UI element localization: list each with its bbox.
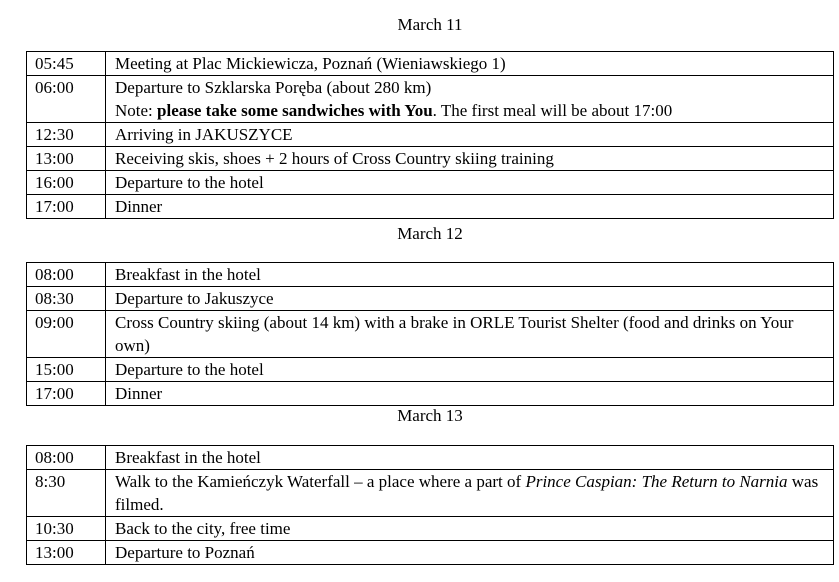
day-section-march-12 xyxy=(26,224,834,406)
schedule-table xyxy=(26,262,834,406)
schedule-row xyxy=(27,52,834,76)
activity-text: Departure to Jakuszyce xyxy=(115,289,274,308)
time-cell: 08:00 xyxy=(27,446,106,470)
schedule-row xyxy=(27,195,834,219)
activity-cell xyxy=(106,358,834,382)
time-cell: 17:00 xyxy=(27,382,106,406)
activity-text: Arriving in JAKUSZYCE xyxy=(115,125,293,144)
day-section-march-11 xyxy=(26,15,834,219)
schedule-row xyxy=(27,446,834,470)
activity-text: Departure to Szklarska Poręba (about 280 km) xyxy=(115,78,432,97)
activity-line xyxy=(115,517,829,540)
schedule-row xyxy=(27,123,834,147)
schedule-row xyxy=(27,287,834,311)
activity-text: Meeting at Plac Mickiewicza, Poznań (Wieniawskiego 1) xyxy=(115,54,506,73)
activity-text: Back to the city, free time xyxy=(115,519,291,538)
day-title: March 13 xyxy=(397,406,463,425)
schedule-row xyxy=(27,263,834,287)
schedule-row xyxy=(27,541,834,565)
activity-text: Departure to the hotel xyxy=(115,360,264,379)
activity-cell xyxy=(106,76,834,123)
activity-text: . The first meal will be about 17:00 xyxy=(432,101,673,120)
activity-text: Breakfast in the hotel xyxy=(115,448,261,467)
bold-note-text: please take some sandwiches with You xyxy=(157,101,433,120)
time-cell: 13:00 xyxy=(27,147,106,171)
day-section-march-13 xyxy=(26,406,834,565)
activity-text: Dinner xyxy=(115,197,163,216)
activity-line xyxy=(115,358,829,381)
schedule-row xyxy=(27,517,834,541)
activity-cell xyxy=(106,123,834,147)
activity-cell xyxy=(106,382,834,406)
activity-line xyxy=(115,147,829,170)
time-cell: 16:00 xyxy=(27,171,106,195)
activity-cell xyxy=(106,541,834,565)
activity-text: was filmed. xyxy=(115,472,819,514)
activity-line xyxy=(115,195,829,218)
activity-cell xyxy=(106,171,834,195)
time-cell: 10:30 xyxy=(27,517,106,541)
activity-text: Breakfast in the hotel xyxy=(115,265,261,284)
activity-line xyxy=(115,541,829,564)
activity-text: Cross Country skiing (about 14 km) with a brake in ORLE Tourist Shelter (food and drinks on Your own) xyxy=(115,313,794,355)
activity-cell xyxy=(106,517,834,541)
day-title: March 11 xyxy=(397,15,463,34)
activity-cell xyxy=(106,147,834,171)
time-cell: 08:00 xyxy=(27,263,106,287)
schedule-row xyxy=(27,382,834,406)
activity-line xyxy=(115,470,829,516)
time-cell: 13:00 xyxy=(27,541,106,565)
schedule-table xyxy=(26,445,834,565)
time-cell: 08:30 xyxy=(27,287,106,311)
activity-text: Walk to the Kamieńczyk Waterfall – a place where a part of xyxy=(115,472,526,491)
activity-line xyxy=(115,446,829,469)
schedule-row xyxy=(27,470,834,517)
activity-line xyxy=(115,382,829,405)
schedule-row xyxy=(27,358,834,382)
schedule-row xyxy=(27,171,834,195)
schedule-table xyxy=(26,51,834,219)
activity-cell xyxy=(106,311,834,358)
schedule-row xyxy=(27,311,834,358)
activity-line xyxy=(115,263,829,286)
activity-line xyxy=(115,311,829,357)
time-cell: 06:00 xyxy=(27,76,106,123)
activity-line xyxy=(115,171,829,194)
time-cell: 8:30 xyxy=(27,470,106,517)
activity-cell xyxy=(106,52,834,76)
activity-text: Receiving skis, shoes + 2 hours of Cross Country skiing training xyxy=(115,149,554,168)
day-title: March 12 xyxy=(397,224,463,243)
time-cell: 09:00 xyxy=(27,311,106,358)
activity-line xyxy=(115,287,829,310)
activity-text: Departure to Poznań xyxy=(115,543,255,562)
activity-text: Departure to the hotel xyxy=(115,173,264,192)
activity-cell xyxy=(106,446,834,470)
activity-cell xyxy=(106,287,834,311)
time-cell: 05:45 xyxy=(27,52,106,76)
schedule-row xyxy=(27,147,834,171)
time-cell: 15:00 xyxy=(27,358,106,382)
activity-line xyxy=(115,123,829,146)
time-cell: 17:00 xyxy=(27,195,106,219)
activity-line xyxy=(115,52,829,75)
schedule-row xyxy=(27,76,834,123)
activity-cell xyxy=(106,263,834,287)
activity-cell xyxy=(106,195,834,219)
activity-cell xyxy=(106,470,834,517)
activity-line xyxy=(115,99,829,122)
activity-text: Dinner xyxy=(115,384,163,403)
italic-title-text: Prince Caspian: The Return to Narnia xyxy=(525,472,788,491)
activity-line xyxy=(115,76,829,99)
activity-text: Note: xyxy=(115,101,158,120)
time-cell: 12:30 xyxy=(27,123,106,147)
